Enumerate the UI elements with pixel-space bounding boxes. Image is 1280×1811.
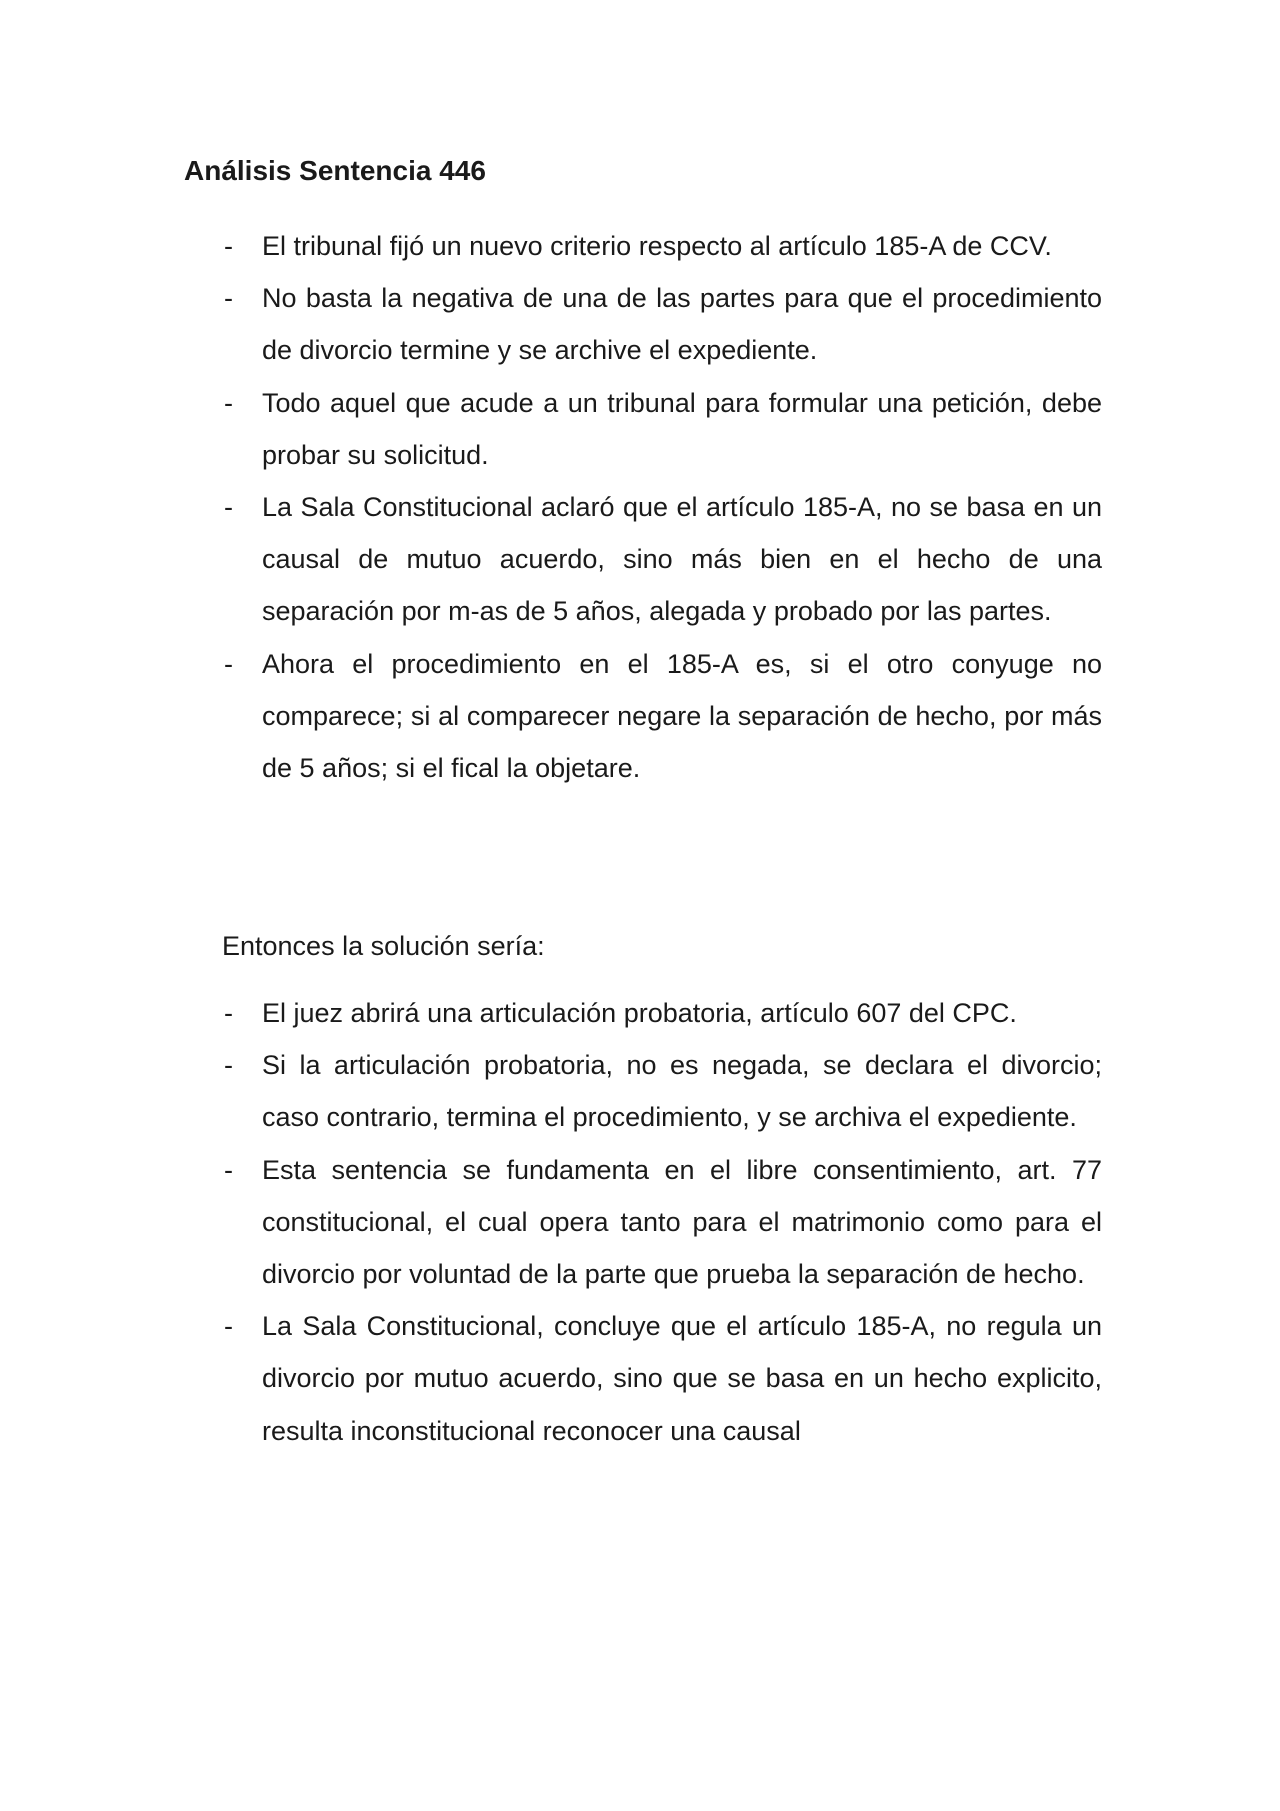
list-item-text: El tribunal fijó un nuevo criterio respecto al artículo 185-A de CCV. bbox=[262, 231, 1052, 261]
list-marker: - bbox=[224, 387, 233, 418]
list-marker: - bbox=[224, 492, 233, 523]
list-marker: - bbox=[224, 231, 233, 261]
document-title: Análisis Sentencia 446 bbox=[184, 155, 486, 186]
list-item-text: No basta la negativa de una de las partes para que el procedimiento de divorcio termine y se archive el expediente. bbox=[262, 283, 1102, 366]
first-bullet-list bbox=[222, 220, 1102, 794]
list-item bbox=[222, 1039, 1102, 1143]
list-item-text: La Sala Constitucional aclaró que el artículo 185-A, no se basa en un causal de mutuo acuerdo, sino más bien en el hecho de una separación por m-as de 5 años, alegada y probado por las partes. bbox=[262, 492, 1102, 627]
list-item bbox=[222, 272, 1102, 376]
list-item-text: Todo aquel que acude a un tribunal para formular una petición, debe probar su solicitud. bbox=[262, 387, 1102, 470]
list-item bbox=[222, 1144, 1102, 1301]
list-marker: - bbox=[224, 1311, 233, 1342]
list-item-text: Esta sentencia se fundamenta en el libre consentimiento, art. 77 constitucional, el cual opera tanto para el matrimonio como para el divorcio por voluntad de la parte que prueba la separación de hecho. bbox=[262, 1154, 1102, 1290]
conclusion-intro: Entonces la solución sería: bbox=[222, 931, 545, 961]
list-marker: - bbox=[224, 648, 233, 679]
list-item-text: La Sala Constitucional, concluye que el artículo 185-A, no regula un divorcio por mutuo acuerdo, sino que se basa en un hecho explicito, resulta inconstitucional reconocer una causal bbox=[262, 1311, 1102, 1446]
list-item bbox=[222, 481, 1102, 638]
list-marker: - bbox=[224, 1154, 233, 1185]
list-marker: - bbox=[224, 998, 233, 1028]
list-marker: - bbox=[224, 283, 233, 314]
second-bullet-list bbox=[222, 987, 1102, 1457]
list-item bbox=[222, 638, 1102, 795]
list-item-text: Si la articulación probatoria, no es negada, se declara el divorcio; caso contrario, termina el procedimiento, y se archiva el expediente. bbox=[262, 1050, 1102, 1133]
list-item bbox=[222, 987, 1102, 1039]
list-item bbox=[222, 377, 1102, 481]
list-item bbox=[222, 220, 1102, 272]
list-marker: - bbox=[224, 1050, 233, 1081]
list-item-text: Ahora el procedimiento en el 185-A es, si el otro conyuge no comparece; si al comparecer negare la separación de hecho, por más de 5 años; si el fical la objetare. bbox=[262, 648, 1102, 784]
list-item-text: El juez abrirá una articulación probatoria, artículo 607 del CPC. bbox=[262, 998, 1017, 1028]
list-item bbox=[222, 1300, 1102, 1457]
